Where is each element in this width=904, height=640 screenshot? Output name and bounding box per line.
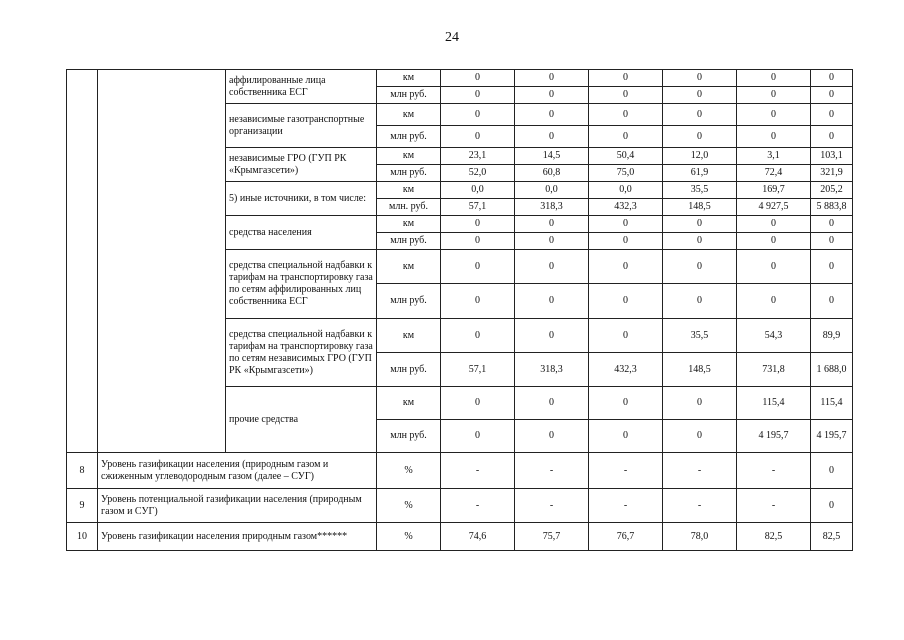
indicator-value: - bbox=[441, 453, 515, 489]
value-rub: 0 bbox=[515, 126, 589, 148]
value-km: 115,4 bbox=[811, 387, 853, 420]
indicator-label: Уровень потенциальной газификации населения (природным газом и СУГ) bbox=[98, 489, 377, 523]
unit-rub: млн руб. bbox=[377, 126, 441, 148]
value-km: 0 bbox=[811, 216, 853, 233]
value-rub: 4 195,7 bbox=[811, 420, 853, 453]
value-km: 0 bbox=[811, 250, 853, 284]
row-category-cell bbox=[98, 70, 226, 453]
unit-rub: млн руб. bbox=[377, 165, 441, 182]
value-km: 0 bbox=[515, 70, 589, 87]
value-rub: 432,3 bbox=[589, 199, 663, 216]
value-rub: 57,1 bbox=[441, 199, 515, 216]
indicator-value: - bbox=[515, 453, 589, 489]
indicator-value: - bbox=[663, 453, 737, 489]
value-km: 0 bbox=[737, 104, 811, 126]
value-rub: 0 bbox=[663, 87, 737, 104]
value-km: 0 bbox=[589, 319, 663, 353]
value-km: 54,3 bbox=[737, 319, 811, 353]
value-km: 0 bbox=[663, 104, 737, 126]
value-rub: 61,9 bbox=[663, 165, 737, 182]
value-km: 0 bbox=[811, 104, 853, 126]
value-km: 35,5 bbox=[663, 182, 737, 199]
value-km: 89,9 bbox=[811, 319, 853, 353]
source-label: независимые газотранспортные организации bbox=[226, 104, 377, 148]
table-body bbox=[67, 70, 853, 551]
value-rub: 0 bbox=[589, 87, 663, 104]
unit-rub: млн руб. bbox=[377, 353, 441, 387]
unit-km: км bbox=[377, 319, 441, 353]
value-rub: 4 195,7 bbox=[737, 420, 811, 453]
value-km: 23,1 bbox=[441, 148, 515, 165]
unit-km: км bbox=[377, 387, 441, 420]
value-rub: 72,4 bbox=[737, 165, 811, 182]
value-km: 0 bbox=[589, 70, 663, 87]
value-km: 0,0 bbox=[515, 182, 589, 199]
value-rub: 0 bbox=[737, 126, 811, 148]
value-rub: 148,5 bbox=[663, 353, 737, 387]
value-km: 0 bbox=[441, 319, 515, 353]
table-row bbox=[67, 489, 853, 523]
indicator-label: Уровень газификации населения (природным газом и сжиженным углеводородным газом (далее – СУГ) bbox=[98, 453, 377, 489]
source-label: средства населения bbox=[226, 216, 377, 250]
unit-rub: млн руб. bbox=[377, 233, 441, 250]
value-rub: 0 bbox=[441, 420, 515, 453]
unit-rub: млн руб. bbox=[377, 420, 441, 453]
indicator-value: - bbox=[589, 489, 663, 523]
indicator-value: 0 bbox=[811, 453, 853, 489]
value-rub: 0 bbox=[589, 420, 663, 453]
indicator-value: - bbox=[441, 489, 515, 523]
value-km: 0,0 bbox=[441, 182, 515, 199]
indicator-value: 82,5 bbox=[737, 523, 811, 551]
value-rub: 0 bbox=[515, 233, 589, 250]
indicator-value: - bbox=[737, 453, 811, 489]
value-rub: 0 bbox=[663, 284, 737, 319]
value-km: 169,7 bbox=[737, 182, 811, 199]
unit-rub: млн руб. bbox=[377, 87, 441, 104]
source-label: средства специальной надбавки к тарифам на транспортировку газа по сетям аффилированных лиц собственника ЕСГ bbox=[226, 250, 377, 319]
value-rub: 52,0 bbox=[441, 165, 515, 182]
table-row bbox=[67, 70, 853, 87]
unit-rub: млн. руб. bbox=[377, 199, 441, 216]
value-km: 0 bbox=[515, 104, 589, 126]
value-rub: 0 bbox=[811, 87, 853, 104]
value-km: 0 bbox=[589, 387, 663, 420]
value-km: 0 bbox=[663, 387, 737, 420]
value-rub: 0 bbox=[441, 126, 515, 148]
unit-percent: % bbox=[377, 453, 441, 489]
value-km: 0 bbox=[663, 216, 737, 233]
value-km: 0 bbox=[589, 216, 663, 233]
value-rub: 5 883,8 bbox=[811, 199, 853, 216]
value-rub: 60,8 bbox=[515, 165, 589, 182]
value-rub: 0 bbox=[737, 233, 811, 250]
value-km: 0 bbox=[515, 216, 589, 233]
value-rub: 0 bbox=[663, 126, 737, 148]
value-rub: 0 bbox=[663, 420, 737, 453]
table-row bbox=[67, 523, 853, 551]
value-rub: 321,9 bbox=[811, 165, 853, 182]
source-label: независимые ГРО (ГУП РК «Крымгазсети») bbox=[226, 148, 377, 182]
value-rub: 432,3 bbox=[589, 353, 663, 387]
value-km: 0 bbox=[663, 70, 737, 87]
value-rub: 0 bbox=[441, 87, 515, 104]
value-rub: 0 bbox=[441, 233, 515, 250]
value-rub: 0 bbox=[663, 233, 737, 250]
value-km: 0 bbox=[737, 250, 811, 284]
indicator-label: Уровень газификации населения природным газом****** bbox=[98, 523, 377, 551]
value-rub: 0 bbox=[737, 284, 811, 319]
indicator-value: 74,6 bbox=[441, 523, 515, 551]
value-rub: 0 bbox=[589, 284, 663, 319]
indicator-value: 75,7 bbox=[515, 523, 589, 551]
value-km: 0 bbox=[441, 104, 515, 126]
value-km: 0 bbox=[441, 216, 515, 233]
value-rub: 0 bbox=[589, 233, 663, 250]
value-rub: 0 bbox=[811, 126, 853, 148]
row-number: 9 bbox=[67, 489, 98, 523]
value-km: 0 bbox=[737, 216, 811, 233]
indicator-value: - bbox=[663, 489, 737, 523]
value-km: 0,0 bbox=[589, 182, 663, 199]
table-row bbox=[67, 453, 853, 489]
unit-km: км bbox=[377, 182, 441, 199]
value-km: 0 bbox=[441, 250, 515, 284]
value-km: 0 bbox=[589, 104, 663, 126]
value-rub: 318,3 bbox=[515, 199, 589, 216]
indicator-value: - bbox=[737, 489, 811, 523]
unit-km: км bbox=[377, 250, 441, 284]
value-km: 0 bbox=[515, 387, 589, 420]
value-km: 14,5 bbox=[515, 148, 589, 165]
indicator-value: 78,0 bbox=[663, 523, 737, 551]
value-rub: 0 bbox=[811, 233, 853, 250]
value-km: 205,2 bbox=[811, 182, 853, 199]
row-number: 10 bbox=[67, 523, 98, 551]
value-km: 0 bbox=[441, 387, 515, 420]
value-rub: 75,0 bbox=[589, 165, 663, 182]
value-rub: 0 bbox=[441, 284, 515, 319]
row-number-cell bbox=[67, 70, 98, 453]
value-rub: 57,1 bbox=[441, 353, 515, 387]
value-rub: 0 bbox=[589, 126, 663, 148]
value-rub: 4 927,5 bbox=[737, 199, 811, 216]
unit-km: км bbox=[377, 216, 441, 233]
value-rub: 148,5 bbox=[663, 199, 737, 216]
value-km: 0 bbox=[515, 250, 589, 284]
unit-rub: млн руб. bbox=[377, 284, 441, 319]
indicator-value: - bbox=[589, 453, 663, 489]
value-km: 0 bbox=[515, 319, 589, 353]
source-label: 5) иные источники, в том числе: bbox=[226, 182, 377, 216]
value-km: 0 bbox=[811, 70, 853, 87]
value-km: 103,1 bbox=[811, 148, 853, 165]
value-rub: 0 bbox=[515, 284, 589, 319]
value-rub: 731,8 bbox=[737, 353, 811, 387]
source-label: аффилированные лица собственника ЕСГ bbox=[226, 70, 377, 104]
value-rub: 0 bbox=[811, 284, 853, 319]
value-rub: 1 688,0 bbox=[811, 353, 853, 387]
unit-percent: % bbox=[377, 523, 441, 551]
value-km: 3,1 bbox=[737, 148, 811, 165]
unit-km: км bbox=[377, 148, 441, 165]
value-rub: 318,3 bbox=[515, 353, 589, 387]
source-label: прочие средства bbox=[226, 387, 377, 453]
value-rub: 0 bbox=[515, 420, 589, 453]
value-km: 35,5 bbox=[663, 319, 737, 353]
unit-percent: % bbox=[377, 489, 441, 523]
value-km: 115,4 bbox=[737, 387, 811, 420]
value-km: 12,0 bbox=[663, 148, 737, 165]
indicator-value: 0 bbox=[811, 489, 853, 523]
value-rub: 0 bbox=[737, 87, 811, 104]
unit-km: км bbox=[377, 70, 441, 87]
row-number: 8 bbox=[67, 453, 98, 489]
value-km: 0 bbox=[663, 250, 737, 284]
value-rub: 0 bbox=[515, 87, 589, 104]
value-km: 0 bbox=[441, 70, 515, 87]
value-km: 0 bbox=[737, 70, 811, 87]
unit-km: км bbox=[377, 104, 441, 126]
indicator-value: 76,7 bbox=[589, 523, 663, 551]
source-label: средства специальной надбавки к тарифам на транспортировку газа по сетям независимых ГРО (ГУП РК «Крымгазсети») bbox=[226, 319, 377, 387]
value-km: 50,4 bbox=[589, 148, 663, 165]
indicator-value: 82,5 bbox=[811, 523, 853, 551]
gasification-table bbox=[66, 69, 853, 551]
value-km: 0 bbox=[589, 250, 663, 284]
page-number: 24 bbox=[445, 30, 459, 45]
indicator-value: - bbox=[515, 489, 589, 523]
